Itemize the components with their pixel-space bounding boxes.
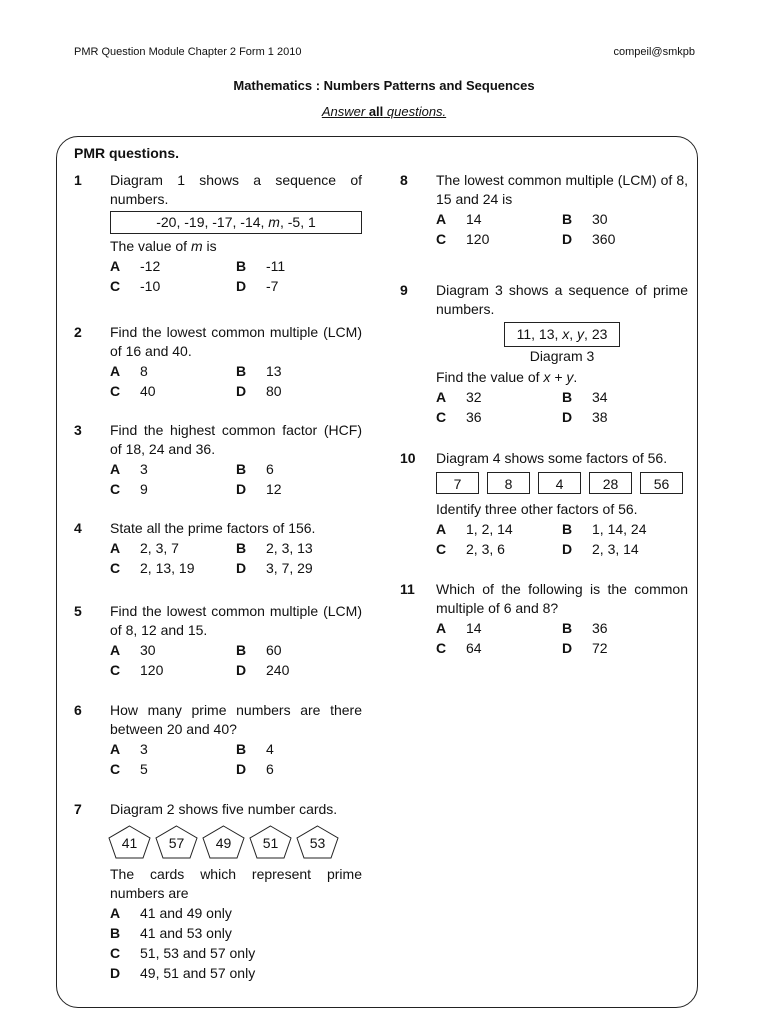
option-text: 360 [592,231,616,247]
option-letter: C [436,541,447,557]
option-text: 41 and 53 only [140,925,232,941]
option-letter: A [436,620,447,636]
question-prompt [436,368,688,387]
answer-options [110,904,362,983]
factor-card: 28 [589,472,632,494]
option-letter: B [236,258,247,274]
question-9 [400,281,688,427]
question-number: 7 [74,801,82,817]
option-a [110,362,236,381]
option-letter: B [110,925,121,941]
option-letter: A [110,258,121,274]
question-stem: Diagram 1 shows a sequence of numbers. [110,172,362,207]
question-10 [400,449,688,559]
option-text: 9 [140,481,148,497]
option-b [110,924,362,943]
question-7 [74,800,362,983]
option-letter: B [562,389,573,405]
option-d [236,277,362,296]
option-text: 40 [140,383,156,399]
answer-options [110,539,362,578]
option-b [562,388,688,407]
question-stem: Which of the following is the common multiple of 6 and 8? [436,581,688,616]
option-letter: D [236,481,247,497]
option-text: 41 and 49 only [140,905,232,921]
option-text: 64 [466,640,482,656]
option-d [236,480,362,499]
option-text: 30 [592,211,608,227]
diagram-1-box [110,211,362,234]
diagram-caption: Diagram 3 [529,348,595,364]
option-letter: C [110,278,121,294]
question-stem: How many prime numbers are there between 20 and 40? [110,702,362,737]
option-text: 14 [466,211,482,227]
diagram-3 [436,322,688,347]
number-card [202,825,245,859]
option-text: 1, 2, 14 [466,521,513,537]
question-number: 8 [400,172,408,188]
diagram-3-box [504,322,621,347]
option-text: -11 [266,258,286,274]
option-text: 3 [140,461,148,477]
option-d [236,559,362,578]
option-d [562,540,688,559]
question-5 [74,602,362,680]
option-c [110,480,236,499]
option-letter: A [110,741,121,757]
option-letter: C [436,640,447,656]
answer-options [110,641,362,680]
option-letter: A [110,461,121,477]
question-4 [74,519,362,578]
number-card-value: 51 [262,835,279,851]
answer-options [110,257,362,296]
prompt-expression: x + y [543,369,574,385]
option-letter: C [436,409,447,425]
prompt-text: The value of [110,238,191,254]
option-letter: B [236,642,247,658]
option-c [436,540,562,559]
option-text: 3, 7, 29 [266,560,313,576]
option-text: 12 [266,481,282,497]
answer-options [436,210,688,249]
option-letter: A [110,363,121,379]
option-letter: D [562,231,573,247]
option-text: 34 [592,389,608,405]
option-c [436,408,562,427]
option-letter: C [110,761,121,777]
question-number: 3 [74,422,82,438]
sequence-end: , -5, 1 [279,214,316,230]
question-1 [74,171,362,296]
option-text: 80 [266,383,282,399]
option-letter: A [436,521,447,537]
diagram-2-cards [108,825,362,859]
option-a [436,388,562,407]
option-text: 2, 3, 7 [140,540,179,556]
question-number: 11 [400,581,415,597]
option-d [236,382,362,401]
option-text: -10 [140,278,161,294]
question-stem: State all the prime factors of 156. [110,520,316,536]
question-number: 6 [74,702,82,718]
option-d [236,661,362,680]
option-letter: B [236,540,247,556]
answer-options [436,619,688,658]
question-stem: Find the lowest common multiple (LCM) of 16 and 40. [110,324,362,359]
answer-options [110,460,362,499]
question-stem: Diagram 3 shows a sequence of prime numbers. [436,282,688,317]
option-b [236,539,362,558]
option-letter: D [236,278,247,294]
question-prompt: The cards which represent prime numbers are [110,866,362,901]
question-number: 2 [74,324,82,340]
option-letter: D [236,560,247,576]
option-b [562,210,688,229]
sequence-variable: m [268,214,280,230]
option-text: 4 [266,741,274,757]
option-text: -7 [266,278,279,294]
option-letter: C [110,945,121,961]
prompt-text: Find the value of [436,369,544,385]
option-d [562,230,688,249]
option-c [436,230,562,249]
factor-card: 8 [487,472,530,494]
option-text: 14 [466,620,482,636]
box-start: 11, 13, [516,326,563,342]
question-number: 4 [74,520,82,536]
option-text: 32 [466,389,482,405]
number-card [108,825,151,859]
question-6 [74,701,362,779]
option-letter: D [236,383,247,399]
option-text: 38 [592,409,608,425]
option-c [436,639,562,658]
header-right: compeil@smkpb [613,46,695,58]
option-letter: D [236,761,247,777]
header-left: PMR Question Module Chapter 2 Form 1 2010 [74,46,302,58]
option-d [236,760,362,779]
option-text: 6 [266,461,274,477]
answer-options [436,388,688,427]
option-b [562,619,688,638]
option-b [236,362,362,381]
option-letter: D [110,965,121,981]
option-b [562,520,688,539]
option-text: 49, 51 and 57 only [140,965,256,981]
number-card-value: 41 [121,835,138,851]
option-c [110,559,236,578]
answer-options [110,740,362,779]
option-a [436,619,562,638]
option-text: 240 [266,662,290,678]
option-text: 36 [592,620,608,636]
option-letter: A [436,211,447,227]
option-a [110,257,236,276]
section-title: PMR questions. [74,145,180,161]
option-text: 2, 3, 13 [266,540,313,556]
option-letter: A [436,389,447,405]
option-letter: C [436,231,447,247]
option-text: 5 [140,761,148,777]
question-stem: Find the lowest common multiple (LCM) of 8, 12 and 15. [110,603,362,638]
number-card-value: 57 [168,835,185,851]
question-stem: Find the highest common factor (HCF) of 18, 24 and 36. [110,422,362,457]
option-c [110,382,236,401]
instruction-bold: all [368,104,384,119]
option-b [236,740,362,759]
question-8 [400,171,688,249]
factor-card: 56 [640,472,683,494]
box-sep: , [569,326,578,342]
option-letter: B [236,363,247,379]
option-a [110,740,236,759]
question-number: 5 [74,603,82,619]
question-11 [400,580,688,658]
number-card [249,825,292,859]
option-letter: C [110,662,121,678]
box-y: y [577,326,585,342]
prompt-end: . [573,369,578,385]
answer-options [436,520,688,559]
option-a [110,460,236,479]
option-a [436,520,562,539]
box-end: , 23 [584,326,608,342]
number-card [155,825,198,859]
diagram-4-cards [436,472,688,494]
option-c [110,944,362,963]
option-letter: B [562,521,573,537]
option-text: 3 [140,741,148,757]
answer-options [110,362,362,401]
option-b [236,641,362,660]
question-number: 9 [400,282,408,298]
option-letter: B [236,741,247,757]
left-column [74,171,362,1003]
option-text: 72 [592,640,608,656]
option-letter: C [110,383,121,399]
option-text: 6 [266,761,274,777]
option-text: 36 [466,409,482,425]
option-letter: B [236,461,247,477]
option-text: 60 [266,642,282,658]
option-letter: D [236,662,247,678]
option-a [110,539,236,558]
option-d [562,408,688,427]
option-d [110,964,362,983]
document-title: Mathematics : Numbers Patterns and Sequences [233,78,535,93]
option-text: 2, 13, 19 [140,560,195,576]
question-number: 1 [74,172,82,188]
option-a [110,641,236,660]
option-text: 1, 14, 24 [592,521,647,537]
option-text: 2, 3, 14 [592,541,639,557]
instruction-pre: Answer [321,104,369,119]
option-text: -12 [140,258,161,274]
option-text: 2, 3, 6 [466,541,505,557]
number-card-value: 53 [309,835,326,851]
option-text: 120 [140,662,164,678]
option-b [236,257,362,276]
question-3 [74,421,362,499]
number-card-value: 49 [215,835,232,851]
factor-card: 7 [436,472,479,494]
question-stem: Diagram 2 shows five number cards. [110,801,338,817]
option-text: 13 [266,363,282,379]
option-letter: D [562,640,573,656]
option-letter: D [562,409,573,425]
option-d [562,639,688,658]
option-text: 120 [466,231,490,247]
option-letter: B [562,211,573,227]
number-card [296,825,339,859]
option-text: 30 [140,642,156,658]
option-a [110,904,362,923]
option-letter: D [562,541,573,557]
question-stem: Diagram 4 shows some factors of 56. [436,450,668,466]
box-x: x [562,326,570,342]
prompt-variable: m [190,238,203,254]
option-c [110,760,236,779]
option-letter: C [110,560,121,576]
instruction-post: questions. [383,104,447,119]
question-prompt: Identify three other factors of 56. [436,501,638,517]
option-letter: C [110,481,121,497]
option-letter: A [110,905,121,921]
question-stem: The lowest common multiple (LCM) of 8, 15 and 24 is [436,172,688,207]
question-prompt [110,237,362,256]
option-letter: B [562,620,573,636]
option-text: 51, 53 and 57 only [140,945,256,961]
question-2 [74,323,362,401]
option-b [236,460,362,479]
sequence-start: -20, -19, -17, -14, [156,214,269,230]
option-letter: A [110,642,121,658]
option-text: 8 [140,363,148,379]
question-number: 10 [400,450,416,466]
option-c [110,661,236,680]
option-a [436,210,562,229]
right-column [400,171,688,678]
option-c [110,277,236,296]
option-letter: A [110,540,121,556]
instruction [0,104,768,119]
factor-card: 4 [538,472,581,494]
prompt-end: is [202,238,217,254]
